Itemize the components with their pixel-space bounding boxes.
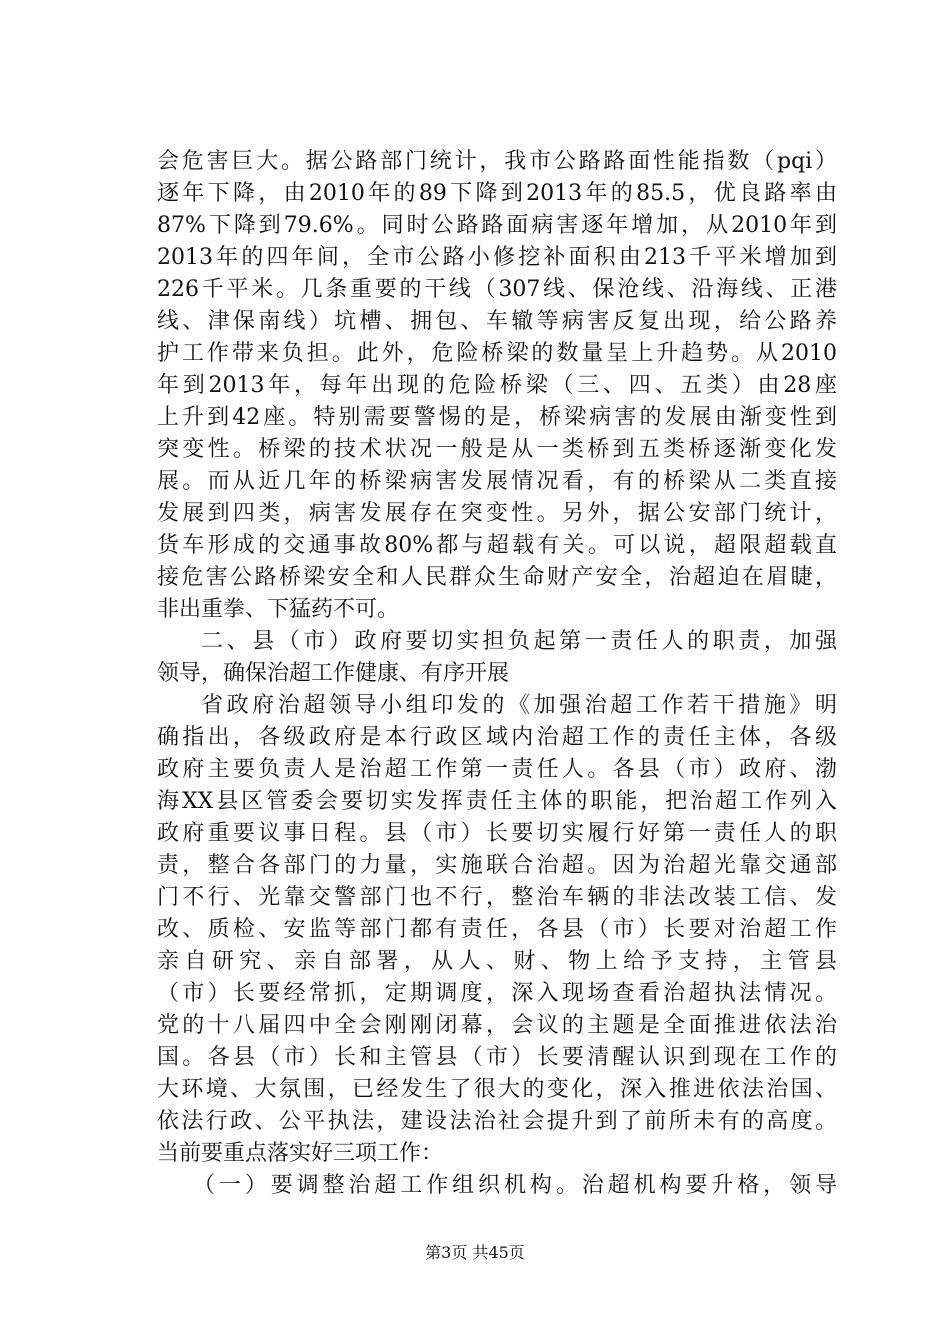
text-line: 责，整合各部门的力量，实施联合治超。因为治超光靠交通部 — [157, 853, 837, 878]
text-line: 会危害巨大。据公路部门统计，我市公路路面性能指数（pqi） — [157, 149, 837, 174]
text-line: 2013年的四年间，全市公路小修挖补面积由213千平米增加到 — [157, 245, 837, 270]
text-line: 货车形成的交通事故80%都与超载有关。可以说，超限超载直 — [157, 533, 837, 558]
text-line: 党的十八届四中全会刚刚闭幕，会议的主题是全面推进依法治 — [157, 1013, 837, 1038]
text-line: 突变性。桥梁的技术状况一般是从一类桥到五类桥逐渐变化发 — [157, 437, 837, 462]
text-line: 省政府治超领导小组印发的《加强治超工作若干措施》明 — [201, 693, 837, 718]
text-line: 发展到四类，病害发展存在突变性。另外，据公安部门统计， — [157, 501, 837, 526]
text-line: 接危害公路桥梁安全和人民群众生命财产安全，治超迫在眉睫， — [157, 565, 837, 590]
text-line: 亲自研究、亲自部署，从人、财、物上给予支持，主管县 — [157, 949, 837, 974]
text-line: （市）长要经常抓，定期调度，深入现场查看治超执法情况。 — [157, 981, 837, 1006]
document-body — [157, 146, 837, 1202]
text-line: 海XX县区管委会要切实发挥责任主体的职能，把治超工作列入 — [157, 789, 837, 814]
text-line: 确指出，各级政府是本行政区域内治超工作的责任主体，各级 — [157, 725, 837, 750]
text-line: 护工作带来负担。此外，危险桥梁的数量呈上升趋势。从2010 — [157, 341, 837, 366]
text-line: 政府重要议事日程。县（市）长要切实履行好第一责任人的职 — [157, 821, 837, 846]
text-line: 年到2013年，每年出现的危险桥梁（三、四、五类）由28座 — [157, 373, 837, 398]
page-number-footer: 第3页 共45页 — [425, 1243, 525, 1262]
text-line: 当前要重点落实好三项工作： — [157, 1141, 444, 1166]
subsection-heading: （一）要调整治超工作组织机构。治超机构要升格，领导 — [193, 1173, 837, 1198]
text-line: 门不行、光靠交警部门也不行，整治车辆的非法改装工信、发 — [157, 885, 837, 910]
text-line: 依法行政、公平执法，建设法治社会提升到了前所未有的高度。 — [157, 1109, 837, 1134]
text-line: 87%下降到79.6%。同时公路路面病害逐年增加，从2010年到 — [157, 213, 837, 238]
text-line: 非出重拳、下猛药不可。 — [157, 597, 400, 622]
text-line: 逐年下降，由2010年的89下降到2013年的85.5，优良路率由 — [157, 181, 837, 206]
section-heading: 二、县（市）政府要切实担负起第一责任人的职责，加强 — [201, 629, 837, 654]
section-heading: 领导，确保治超工作健康、有序开展 — [157, 661, 510, 686]
text-line: 大环境、大氛围，已经发生了很大的变化，深入推进依法治国、 — [157, 1077, 837, 1102]
text-line: 226千平米。几条重要的干线（307线、保沧线、沿海线、正港 — [157, 277, 837, 302]
text-line: 政府主要负责人是治超工作第一责任人。各县（市）政府、渤 — [157, 757, 837, 782]
text-line: 改、质检、安监等部门都有责任，各县（市）长要对治超工作 — [157, 917, 837, 942]
text-line: 国。各县（市）长和主管县（市）长要清醒认识到现在工作的 — [157, 1045, 837, 1070]
text-line: 展。而从近几年的桥梁病害发展情况看，有的桥梁从二类直接 — [157, 469, 837, 494]
text-line: 上升到42座。特别需要警惕的是，桥梁病害的发展由渐变性到 — [157, 405, 837, 430]
text-line: 线、津保南线）坑槽、拥包、车辙等病害反复出现，给公路养 — [157, 309, 837, 334]
